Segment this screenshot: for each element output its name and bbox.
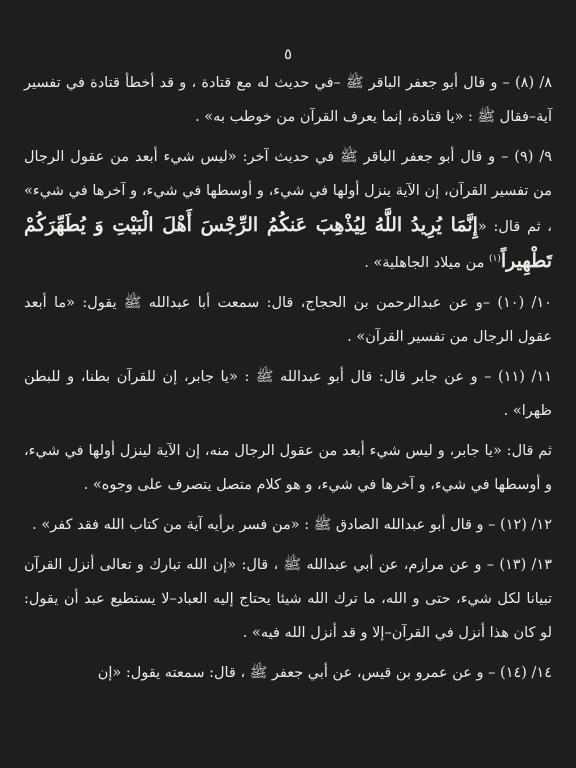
paragraph-hadith-8: ٨/ (٨) – و قال أبو جعفر الباقر ﷺ –في حديث له مع قتادة ، و قد أخطأ قتادة في تفسير آية–فقال ﷺ : «يا قتادة، إنما يعرف القرآن من خوطب به» . [24,75,553,125]
paragraph-hadith-11: ١١/ (١١) – و عن جابر قال: قال أبو عبدالله ﷺ : «يا جابر، إن للقرآن بطنا، و للبطن ظهرا» . [24,369,552,419]
paragraph-hadith-13: ١٣/ (١٣) – و عن مرازم، عن أبي عبدالله ﷺ ، قال: «إن الله تبارك و تعالى أنزل القرآن تبيانا لكل شيء، حتى و الله، ما ترك الله شيئا يحتاج إليه العباد–لا يستطيع عبد أن يقول: لو كان هذا أنزل في القرآن–إلا و قد أنزل الله فيه» . [24,557,552,641]
quran-verse: إِنَّمَا يُرِيدُ اللَّهُ لِيُذْهِبَ عَنكُمُ الرِّجْسَ أَهْلَ الْبَيْتِ وَ يُطَهِّرَكُمْ تَطْهِيراً [24,214,552,272]
paragraph-hadith-11-continued: ثم قال: «يا جابر، و ليس شيء أبعد من عقول الرجال منه، إن الآية لينزل أولها في شيء، و أوسطها في شيء، و آخرها في شيء، و هو كلام متصل يتصرف على وجوه» . [24,443,552,493]
paragraph-hadith-14: ١٤/ (١٤) – و عن عمرو بن قيس، عن أبي جعفر ﷺ ، قال: سمعته يقول: «إن [97,665,552,681]
page-number: ٥ [283,45,293,63]
paragraph-hadith-9 [24,140,552,286]
paragraph-hadith-10: ١٠/ (١٠) –و عن عبدالرحمن بن الحجاج، قال: سمعت أبا عبدالله ﷺ يقول: «ما أبعد عقول الرجال من تفسير القرآن» . [24,295,552,345]
hadith-9-text: ٩/ (٩) – و قال أبو جعفر الباقر ﷺ في حديث آخر: «ليس شيء أبعد من عقول الرجال من تفسير القرآن، إن الآية ينزل أولها في شيء، و أوسطها في شيء، و آخرها في شيء» ، ثم قال: « [24,149,552,235]
hadith-9-ending: من ميلاد الجاهلية» . [364,255,489,271]
footnote-marker: (١) [488,254,501,265]
paragraph-hadith-12: ١٢/ (١٢) – و قال أبو عبدالله الصادق ﷺ : «من فسر برأيه آية من كتاب الله فقد كفر» . [32,517,552,533]
